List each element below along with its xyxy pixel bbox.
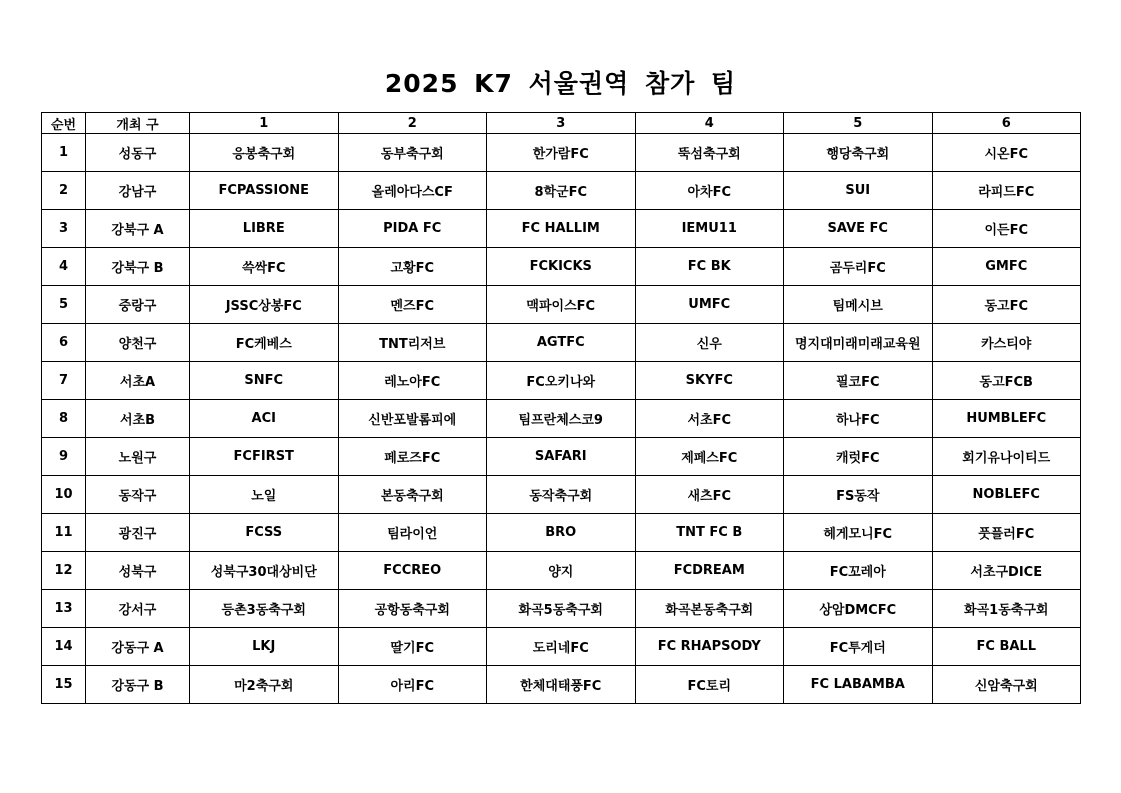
team-cell: FCPASSIONE <box>190 172 339 210</box>
team-cell: LIBRE <box>190 210 339 248</box>
team-cell: 양지 <box>487 552 636 590</box>
team-cell: FC LABAMBA <box>784 666 933 704</box>
team-cell: SUI <box>784 172 933 210</box>
page-title: 2025 K7 서울권역 참가 팀 <box>384 69 737 98</box>
team-cell: 쓱싹FC <box>190 248 339 286</box>
table-row <box>42 628 1081 666</box>
header-number: 순번 <box>42 113 86 134</box>
team-cell: 등촌3동축구회 <box>190 590 339 628</box>
team-cell: 헤게모니FC <box>784 514 933 552</box>
team-cell: 성북구30대상비단 <box>190 552 339 590</box>
team-cell: 올레아다스CF <box>338 172 487 210</box>
team-cell: 동고FC <box>932 286 1081 324</box>
team-cell: 응봉축구회 <box>190 134 339 172</box>
team-cell: FC BK <box>635 248 784 286</box>
row-district: 강동구 B <box>86 666 190 704</box>
row-number: 11 <box>42 514 86 552</box>
table-header-row <box>42 113 1081 134</box>
table-row <box>42 438 1081 476</box>
team-cell: 노일 <box>190 476 339 514</box>
row-district: 노원구 <box>86 438 190 476</box>
row-number: 8 <box>42 400 86 438</box>
team-cell: SAFARI <box>487 438 636 476</box>
table-row <box>42 286 1081 324</box>
table-row <box>42 210 1081 248</box>
team-cell: FS동작 <box>784 476 933 514</box>
row-number: 2 <box>42 172 86 210</box>
team-cell: 캐럿FC <box>784 438 933 476</box>
team-cell: FC RHAPSODY <box>635 628 784 666</box>
teams-table <box>41 112 1081 704</box>
team-cell: 회기유나이티드 <box>932 438 1081 476</box>
team-cell: 딸기FC <box>338 628 487 666</box>
team-cell: 카스티야 <box>932 324 1081 362</box>
team-cell: FC BALL <box>932 628 1081 666</box>
team-cell: TNT리저브 <box>338 324 487 362</box>
row-number: 6 <box>42 324 86 362</box>
row-district: 양천구 <box>86 324 190 362</box>
team-cell: 동고FCB <box>932 362 1081 400</box>
team-cell: FCSS <box>190 514 339 552</box>
row-number: 9 <box>42 438 86 476</box>
header-team-1: 1 <box>190 113 339 134</box>
team-cell: SKYFC <box>635 362 784 400</box>
table-row <box>42 134 1081 172</box>
team-cell: PIDA FC <box>338 210 487 248</box>
header-team-5: 5 <box>784 113 933 134</box>
team-cell: 제페스FC <box>635 438 784 476</box>
team-cell: 동부축구회 <box>338 134 487 172</box>
header-team-4: 4 <box>635 113 784 134</box>
team-cell: FC투게더 <box>784 628 933 666</box>
team-cell: FCCREO <box>338 552 487 590</box>
row-number: 4 <box>42 248 86 286</box>
team-cell: 본동축구회 <box>338 476 487 514</box>
row-number: 3 <box>42 210 86 248</box>
table-row <box>42 400 1081 438</box>
team-cell: 필코FC <box>784 362 933 400</box>
table-row <box>42 172 1081 210</box>
row-number: 12 <box>42 552 86 590</box>
row-district: 강동구 A <box>86 628 190 666</box>
team-cell: FC오키나와 <box>487 362 636 400</box>
row-district: 성북구 <box>86 552 190 590</box>
team-cell: 라피드FC <box>932 172 1081 210</box>
team-cell: 화곡1동축구회 <box>932 590 1081 628</box>
team-cell: 아차FC <box>635 172 784 210</box>
team-cell: JSSC상봉FC <box>190 286 339 324</box>
row-number: 10 <box>42 476 86 514</box>
row-number: 1 <box>42 134 86 172</box>
team-cell: FC토리 <box>635 666 784 704</box>
team-cell: TNT FC B <box>635 514 784 552</box>
team-cell: FCFIRST <box>190 438 339 476</box>
team-cell: SAVE FC <box>784 210 933 248</box>
team-cell: 맥파이스FC <box>487 286 636 324</box>
team-cell: 신우 <box>635 324 784 362</box>
row-number: 15 <box>42 666 86 704</box>
team-cell: 8학군FC <box>487 172 636 210</box>
team-cell: 상암DMCFC <box>784 590 933 628</box>
header-team-2: 2 <box>338 113 487 134</box>
team-cell: 고황FC <box>338 248 487 286</box>
team-cell: SNFC <box>190 362 339 400</box>
team-cell: 풋플러FC <box>932 514 1081 552</box>
team-cell: 공항동축구회 <box>338 590 487 628</box>
row-district: 강북구 B <box>86 248 190 286</box>
table-row <box>42 514 1081 552</box>
row-number: 13 <box>42 590 86 628</box>
team-cell: BRO <box>487 514 636 552</box>
row-district: 서초B <box>86 400 190 438</box>
table-row <box>42 324 1081 362</box>
team-cell: 한체대태풍FC <box>487 666 636 704</box>
row-district: 중랑구 <box>86 286 190 324</box>
team-cell: 시온FC <box>932 134 1081 172</box>
team-cell: 신반포발롬피에 <box>338 400 487 438</box>
row-district: 동작구 <box>86 476 190 514</box>
team-cell: 신암축구회 <box>932 666 1081 704</box>
team-cell: NOBLEFC <box>932 476 1081 514</box>
team-cell: HUMBLEFC <box>932 400 1081 438</box>
row-district: 강북구 A <box>86 210 190 248</box>
team-cell: UMFC <box>635 286 784 324</box>
team-cell: LKJ <box>190 628 339 666</box>
team-cell: ACI <box>190 400 339 438</box>
team-cell: 레노아FC <box>338 362 487 400</box>
team-cell: FC HALLIM <box>487 210 636 248</box>
team-cell: GMFC <box>932 248 1081 286</box>
header-district: 개최 구 <box>86 113 190 134</box>
table-row <box>42 476 1081 514</box>
team-cell: 팀라이언 <box>338 514 487 552</box>
team-cell: IEMU11 <box>635 210 784 248</box>
team-cell: 화곡본동축구회 <box>635 590 784 628</box>
team-cell: AGTFC <box>487 324 636 362</box>
header-team-3: 3 <box>487 113 636 134</box>
team-cell: FCKICKS <box>487 248 636 286</box>
team-cell: 이든FC <box>932 210 1081 248</box>
team-cell: 한가람FC <box>487 134 636 172</box>
table-row <box>42 590 1081 628</box>
row-district: 강남구 <box>86 172 190 210</box>
row-district: 서초A <box>86 362 190 400</box>
team-cell: 아리FC <box>338 666 487 704</box>
header-team-6: 6 <box>932 113 1081 134</box>
row-number: 5 <box>42 286 86 324</box>
team-cell: 서초구DICE <box>932 552 1081 590</box>
row-district: 강서구 <box>86 590 190 628</box>
table-row <box>42 666 1081 704</box>
team-cell: 뚝섬축구회 <box>635 134 784 172</box>
team-cell: 페로즈FC <box>338 438 487 476</box>
team-cell: 명지대미래미래교육원 <box>784 324 933 362</box>
team-cell: FC케베스 <box>190 324 339 362</box>
table-row <box>42 248 1081 286</box>
team-cell: 하나FC <box>784 400 933 438</box>
team-cell: 새츠FC <box>635 476 784 514</box>
team-cell: FC꼬레아 <box>784 552 933 590</box>
team-cell: 화곡5동축구회 <box>487 590 636 628</box>
table-body <box>42 134 1081 704</box>
team-cell: 곰두리FC <box>784 248 933 286</box>
team-cell: 행당축구회 <box>784 134 933 172</box>
table-row <box>42 362 1081 400</box>
team-cell: 서초FC <box>635 400 784 438</box>
row-number: 7 <box>42 362 86 400</box>
table-row <box>42 552 1081 590</box>
team-cell: FCDREAM <box>635 552 784 590</box>
team-cell: 마2축구회 <box>190 666 339 704</box>
row-number: 14 <box>42 628 86 666</box>
row-district: 성동구 <box>86 134 190 172</box>
team-cell: 팀메시브 <box>784 286 933 324</box>
team-cell: 동작축구회 <box>487 476 636 514</box>
team-cell: 도리네FC <box>487 628 636 666</box>
team-cell: 팀프란체스코9 <box>487 400 636 438</box>
row-district: 광진구 <box>86 514 190 552</box>
team-cell: 멘즈FC <box>338 286 487 324</box>
